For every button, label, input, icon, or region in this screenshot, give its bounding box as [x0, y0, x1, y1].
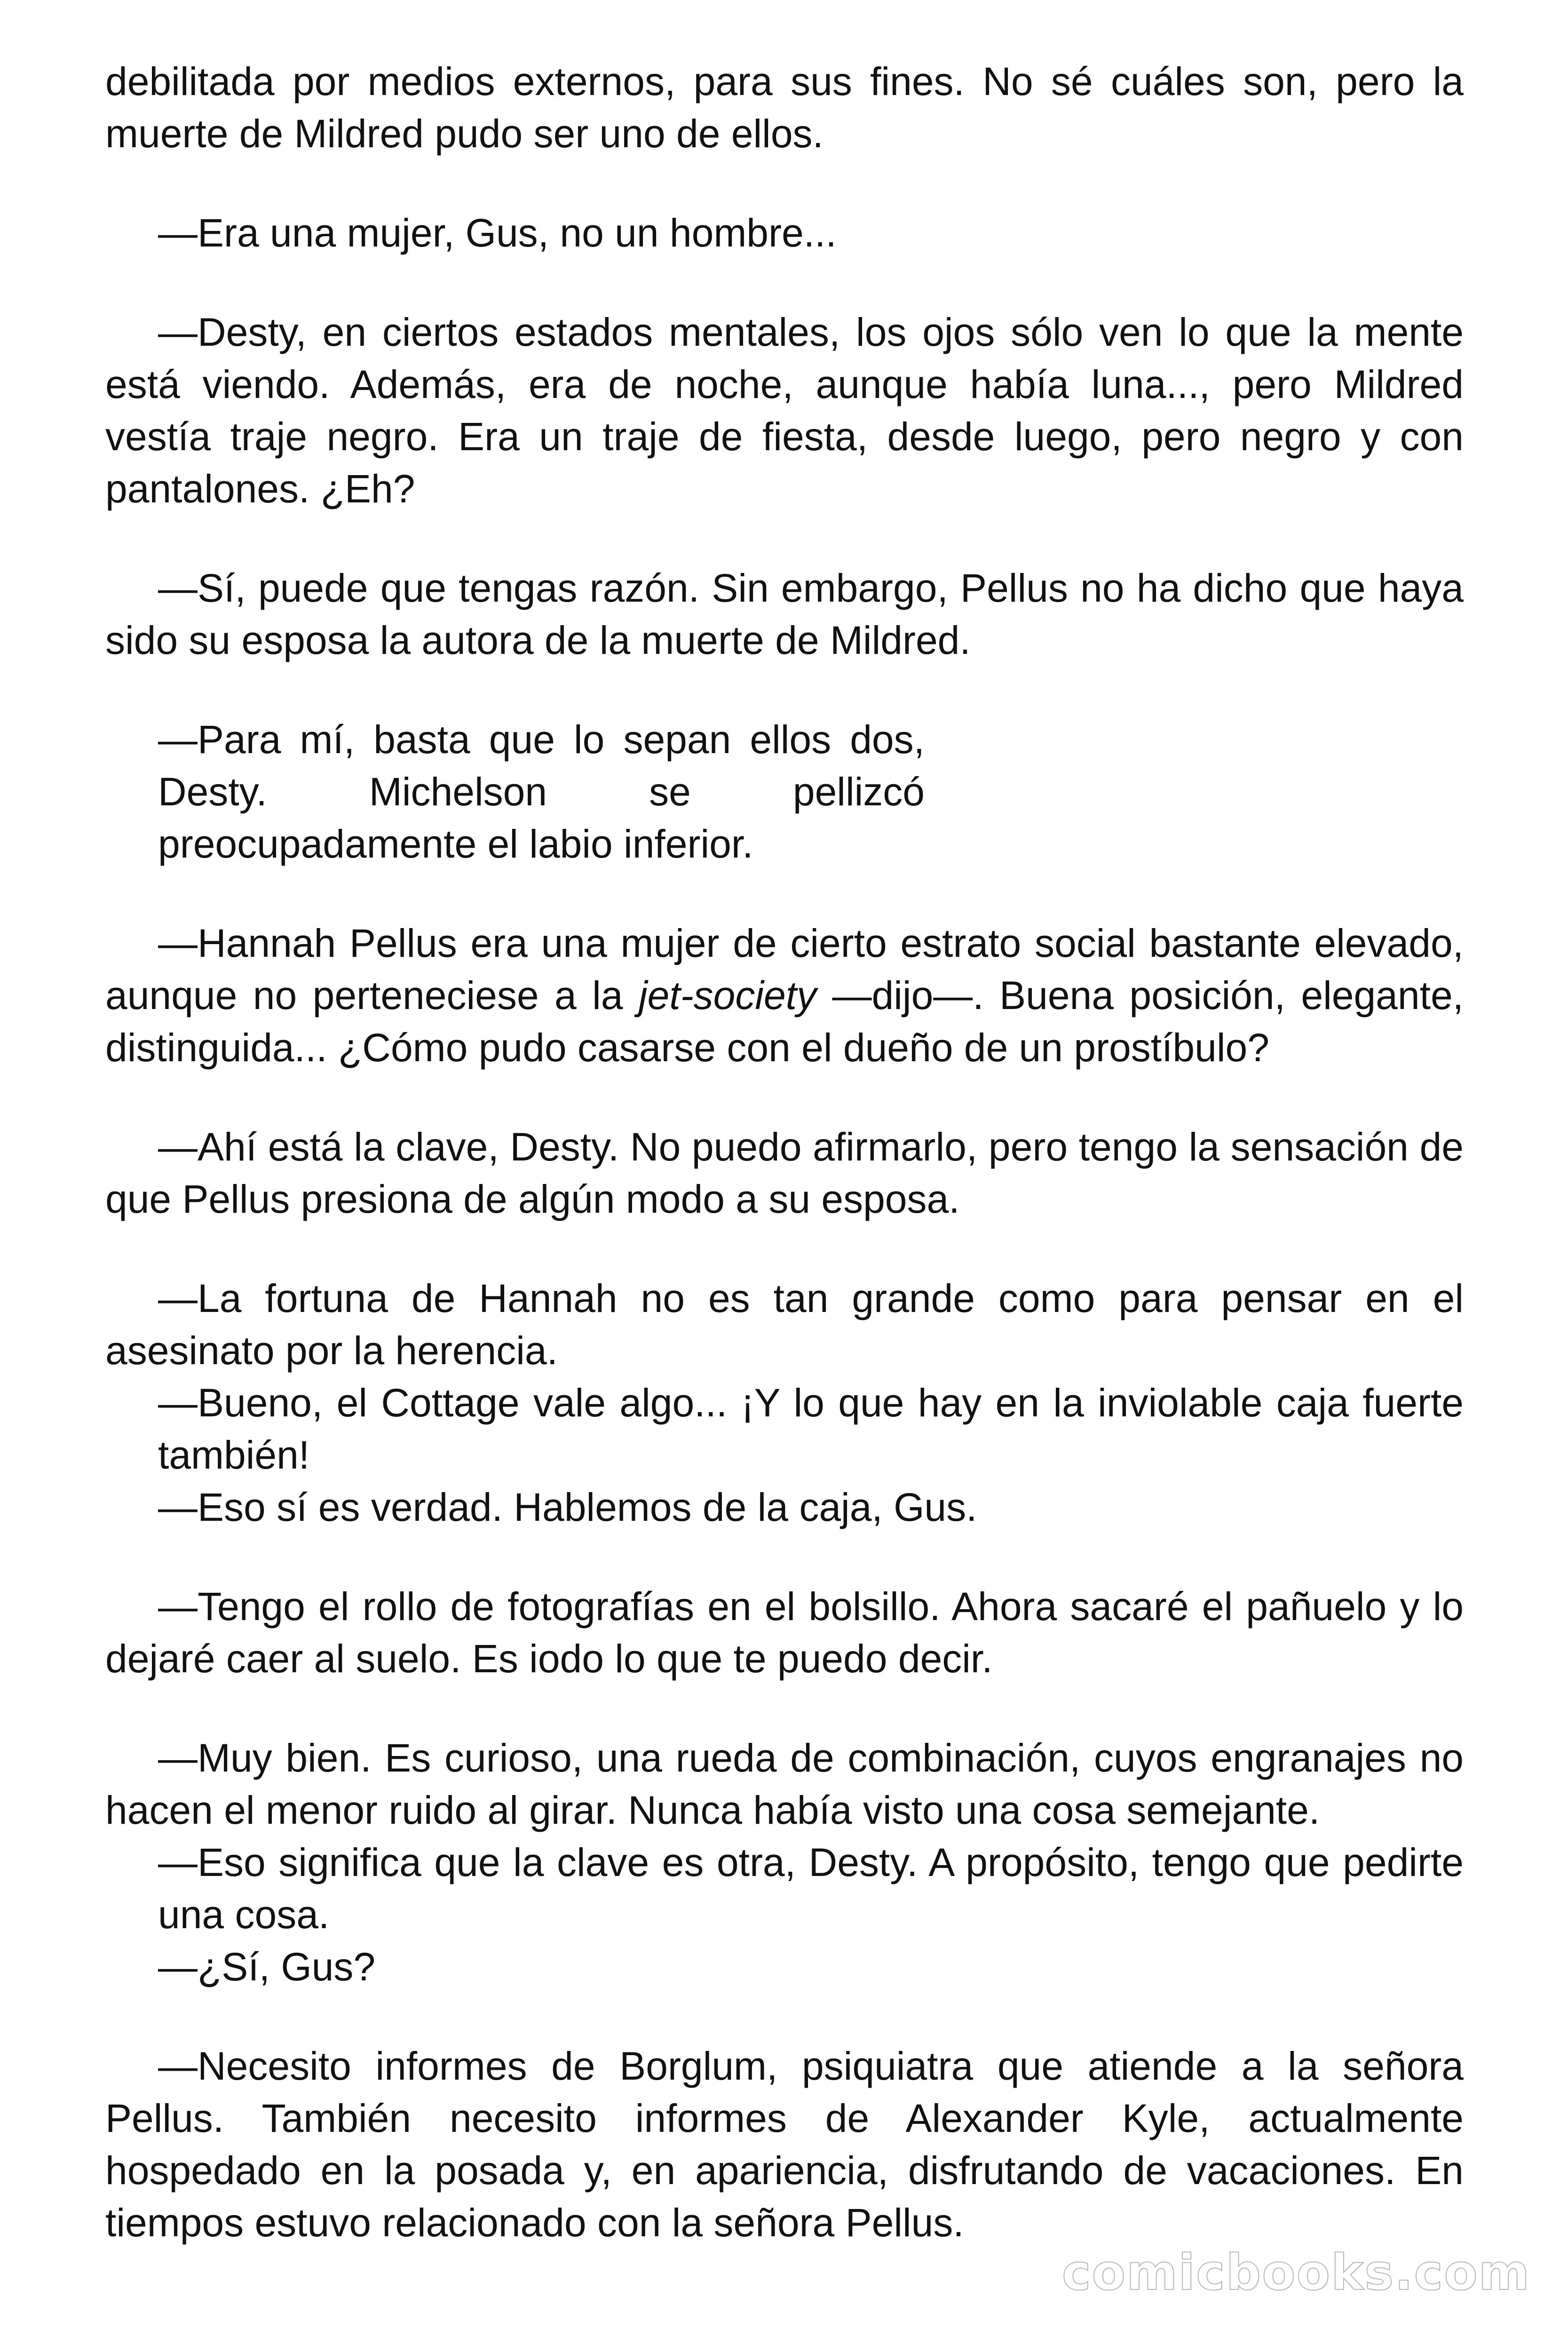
paragraph: —Eso significa que la clave es otra, Desty. A propósito, tengo que pedirte una cosa. [158, 1840, 1464, 1937]
paragraph: —Ahí está la clave, Desty. No puedo afirmarlo, pero tengo la sensación de que Pellus presiona de algún modo a su esposa. [105, 1125, 1464, 1221]
italic-phrase: jet-society [638, 973, 817, 1017]
paragraph: debilitada por medios externos, para sus fines. No sé cuáles son, pero la muerte de Mildred pudo ser uno de ellos. [105, 59, 1464, 156]
paragraph: —Tengo el rollo de fotografías en el bolsillo. Ahora sacaré el pañuelo y lo dejaré caer al suelo. Es iodo lo que te puedo decir. [105, 1584, 1464, 1681]
paragraph: —Bueno, el Cottage vale algo... ¡Y lo que hay en la inviolable caja fuerte también! [158, 1381, 1464, 1477]
paragraph-text: —Hannah Pellus era una mujer de cierto estrato social bastante elevado, aunque no perteneciese a la [105, 921, 1464, 1017]
paragraph: —Desty, en ciertos estados mentales, los ojos sólo ven lo que la mente está viendo. Además, era de noche, aunque había luna..., pero Mildred vestía traje negro. Era un traje de fiesta, desde luego, pero negro y con pantalones. ¿Eh? [105, 310, 1464, 511]
paragraph: —Necesito informes de Borglum, psiquiatra que atiende a la señora Pellus. También necesito informes de Alexander Kyle, actualmente hospedado en la posada y, en apariencia, disfrutando de vacaciones. En tiempos estuvo relacionado con la señora Pellus. [105, 2044, 1464, 2245]
paragraph: —Eso sí es verdad. Hablemos de la caja, Gus. [158, 1485, 977, 1529]
paragraph: —Muy bien. Es curioso, una rueda de combinación, cuyos engranajes no hacen el menor ruido al girar. Nunca había visto una cosa semejante. [105, 1736, 1464, 1832]
paragraph: —¿Sí, Gus? [158, 1945, 376, 1989]
watermark: comicbooks.com [1061, 2244, 1530, 2301]
paragraph: —Era una mujer, Gus, no un hombre... [158, 211, 837, 255]
paragraph: —Para mí, basta que lo sepan ellos dos, Desty. Michelson se pellizcó preocupadamente el labio inferior. [158, 717, 925, 866]
paragraph [105, 917, 1464, 1074]
document-page [105, 56, 1464, 2249]
paragraph-text: —dijo—. Buena posición, elegante, distinguida... ¿Cómo pudo casarse con el dueño de un prostíbulo? [105, 973, 1464, 1070]
paragraph: —Sí, puede que tengas razón. Sin embargo, Pellus no ha dicho que haya sido su esposa la autora de la muerte de Mildred. [105, 566, 1464, 662]
paragraph: —La fortuna de Hannah no es tan grande como para pensar en el asesinato por la herencia. [105, 1276, 1464, 1373]
